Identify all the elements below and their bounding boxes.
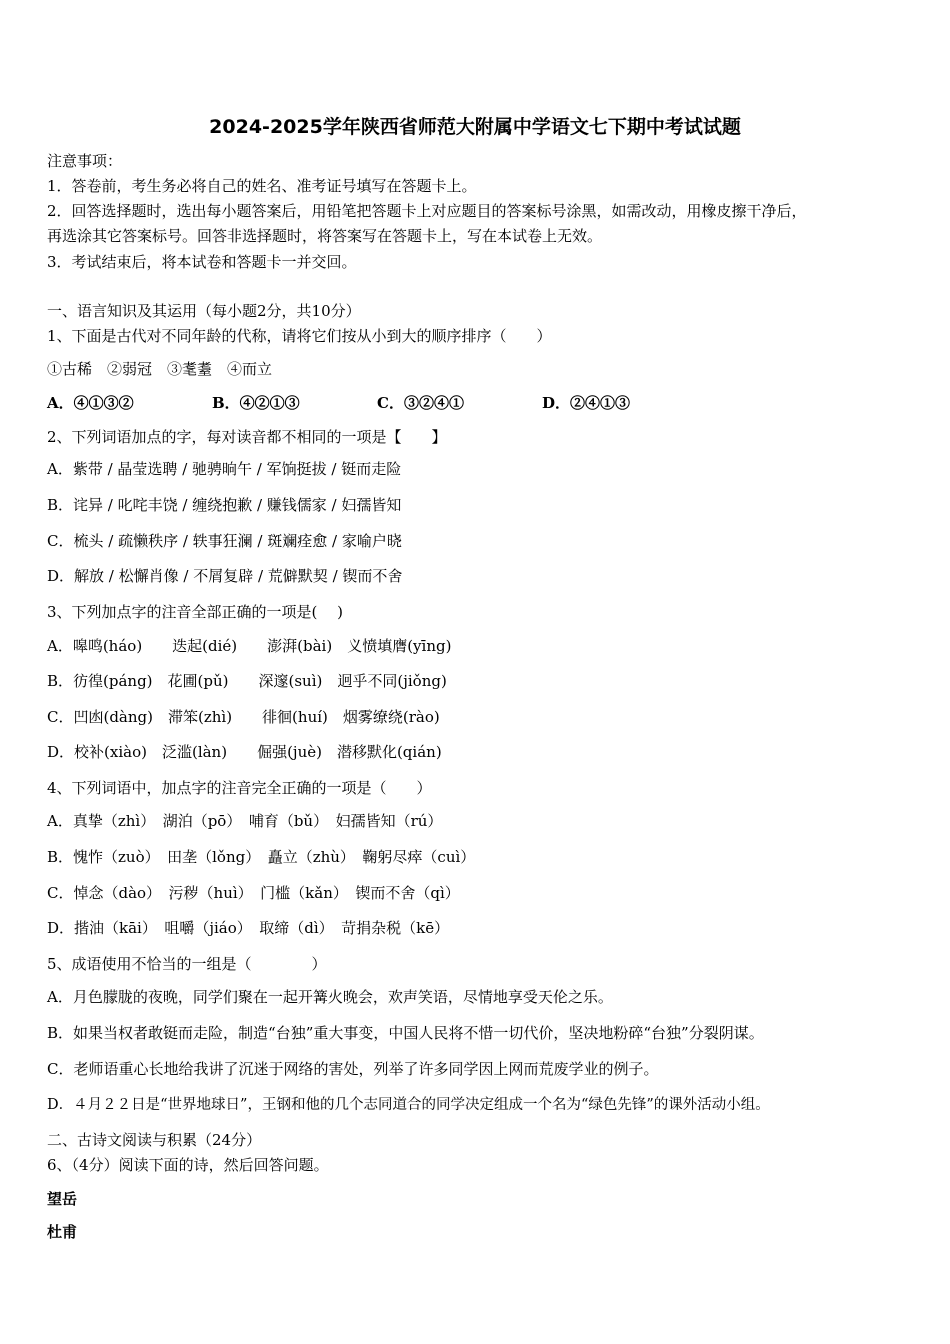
notice-heading: 注意事项：: [47, 152, 123, 170]
q1-items: ①古稀 ②弱冠 ③耄耋 ④而立: [47, 360, 273, 378]
q5-option-b: B．如果当权者敢铤而走险，制造“台独”重大事变，中国人民将不惜一切代价，坚决地粉碎“台独”分裂阴谋。: [47, 1024, 764, 1042]
q1-option-d: D．②④①③: [542, 394, 631, 412]
q2-option-a: A．紫带 / 晶莹选聘 / 驰骋晌午 / 军饷挺拔 / 铤而走险: [47, 460, 402, 478]
q5-option-a: A．月色朦胧的夜晚，同学们聚在一起开篝火晚会，欢声笑语，尽情地享受天伦之乐。: [47, 988, 613, 1006]
page-title: 2024-2025学年陕西省师范大附属中学语文七下期中考试试题: [209, 116, 741, 138]
q2-stem: 2、下列词语加点的字，每对读音都不相同的一项是【 】: [47, 428, 447, 446]
notice-item-1: 1．答卷前，考生务必将自己的姓名、准考证号填写在答题卡上。: [47, 177, 477, 195]
q3-option-b: B．彷徨(páng) 花圃(pǔ) 深邃(suì) 迥乎不同(jiǒng): [47, 672, 447, 690]
notice-item-2b: 再选涂其它答案标号。回答非选择题时，将答案写在答题卡上，写在本试卷上无效。: [47, 227, 603, 245]
q4-option-b: B．愧怍（zuò） 田垄（lǒng） 矗立（zhù） 鞠躬尽瘁（cuì）: [47, 848, 476, 866]
q2-option-c: C．梳头 / 疏懒秩序 / 轶事狂澜 / 斑斓痊愈 / 家喻户晓: [47, 532, 402, 550]
q5-stem: 5、成语使用不恰当的一组是（ ）: [47, 955, 327, 973]
notice-item-3: 3．考试结束后，将本试卷和答题卡一并交回。: [47, 253, 357, 271]
q4-option-d: D．揩油（kāi） 咀嚼（jiáo） 取缔（dì） 苛捐杂税（kē）: [47, 919, 450, 937]
section-1-heading: 一、语言知识及其运用（每小题2分，共10分）: [47, 302, 361, 320]
q6-stem: 6、（4分）阅读下面的诗，然后回答问题。: [47, 1156, 329, 1174]
q2-option-d: D．解放 / 松懈肖像 / 不屑复辟 / 荒僻默契 / 锲而不舍: [47, 567, 403, 585]
q3-option-d: D．校补(xiào) 泛滥(làn) 倔强(juè) 潜移默化(qián): [47, 743, 442, 761]
q4-option-a: A．真挚（zhì） 湖泊（pō） 哺育（bǔ） 妇孺皆知（rú）: [47, 812, 443, 830]
q1-option-a: A．④①③②: [47, 394, 134, 412]
q1-option-c: C．③②④①: [377, 394, 464, 412]
q4-option-c: C．悼念（dào） 污秽（huì） 门槛（kǎn） 锲而不舍（qì）: [47, 884, 460, 902]
q1-stem: 1、下面是古代对不同年龄的代称，请将它们按从小到大的顺序排序（ ）: [47, 327, 552, 345]
section-2-heading: 二、古诗文阅读与积累（24分）: [47, 1131, 262, 1149]
q5-option-c: C．老师语重心长地给我讲了沉迷于网络的害处，列举了许多同学因上网而荒废学业的例子。: [47, 1060, 659, 1078]
q2-option-b: B．诧异 / 叱咤丰饶 / 缠绕抱歉 / 赚钱儒家 / 妇孺皆知: [47, 496, 402, 514]
poem-title: 望岳: [47, 1190, 78, 1208]
notice-item-2a: 2．回答选择题时，选出每小题答案后，用铅笔把答题卡上对应题目的答案标号涂黑，如需改动，用橡皮擦干净后，: [47, 202, 807, 220]
q4-stem: 4、下列词语中，加点字的注音完全正确的一项是（ ）: [47, 779, 432, 797]
q3-stem: 3、下列加点字的注音全部正确的一项是( ): [47, 603, 344, 621]
q3-option-c: C．凹凼(dàng) 滞笨(zhì) 徘徊(huí) 烟雾缭绕(rào): [47, 708, 440, 726]
q1-option-b: B．④②①③: [212, 394, 300, 412]
q3-option-a: A．嗥鸣(háo) 迭起(dié) 澎湃(bài) 义愤填膺(yīng): [47, 637, 452, 655]
poem-author: 杜甫: [47, 1223, 78, 1241]
q5-option-d: D．４月２２日是“世界地球日”，王钢和他的几个志同道合的同学决定组成一个名为“绿色先锋”的课外活动小组。: [47, 1097, 770, 1113]
q1-options: [47, 394, 707, 412]
